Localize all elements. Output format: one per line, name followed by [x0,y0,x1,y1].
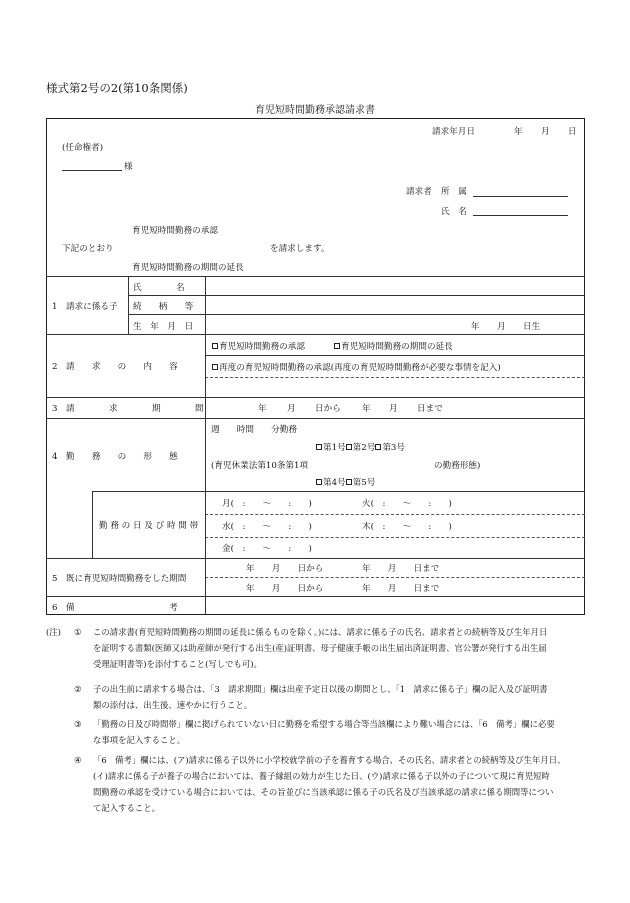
note-2 [93,681,548,713]
schedule-tuesday[interactable]: 火( : ～ : ) [362,499,452,509]
honorific-label: 様 [124,162,133,172]
past-period-1-to[interactable]: 年 月 日まで [362,564,440,574]
period-to-suffix: 日まで [417,404,443,414]
appointer-label: (任命権者) [62,143,104,153]
note-3 [93,716,555,748]
child-birth-label: 生 年 月 日 [133,322,194,332]
request-date-month: 月 [541,127,550,137]
section-1-label: 1 請求に係る子 [52,302,118,312]
checkbox-type-1[interactable] [316,444,322,450]
name-field[interactable] [473,215,568,216]
section-6-label: 6 備 考 [52,603,178,613]
schedule-monday[interactable]: 月( : ～ : ) [222,499,312,509]
period-from-month: 月 [287,404,296,414]
types-row-2[interactable]: 第4号 第5号 [316,476,375,488]
law-reference: (育児休業法第10条第1項 [211,461,309,471]
note-2-line: 類の添付は、出生後、速やかに行うこと。 [93,700,253,710]
note-2-number: ② [74,684,82,694]
name-label: 氏 名 [441,207,467,217]
request-date-label: 請求年月日 [432,127,475,137]
note-4 [93,752,565,816]
birth-month: 月 [497,322,506,332]
note-1-number: ① [74,627,82,637]
note-1-line: を証明する書類(医師又は助産師が発行する出生(産)証明書、母子健康手帳の出生届出済証明書、官公署が発行する出生届 [93,643,547,653]
law-reference-tail: の勤務形態) [434,461,481,471]
note-1-line: この請求書(育児短時間勤務の期間の延長に係るものを除く。)には、請求に係る子の氏名、請求者との続柄等及び生年月日 [93,627,548,637]
affiliation-field[interactable] [473,196,568,197]
child-name-label: 氏 名 [133,283,185,293]
checkbox-approval[interactable] [212,343,218,349]
remarks-field[interactable] [210,599,580,613]
request-date-day: 日 [568,127,577,137]
past-period-2-from[interactable]: 年 月 日から [246,584,324,594]
affiliation-label: 所 属 [441,187,467,197]
schedule-label: 勤 務 の 日 及 び 時 間 帯 [99,521,199,531]
child-name-field[interactable] [210,279,580,293]
option-extension[interactable]: 育児短時間勤務の期間の延長 [334,340,453,352]
checkbox-type-4[interactable] [316,479,322,485]
section-2-label: 2 請 求 の 内 容 [52,362,178,372]
note-4-line: 間勤務の承認を受けている場合においては、その旨並びに当該承認に係る子の氏名及び当該承認の請求に係る期間等につい [93,787,554,797]
note-3-number: ③ [74,719,82,729]
note-4-line: て記入すること。 [93,803,160,813]
birth-day: 日生 [523,322,541,332]
checkbox-again[interactable] [212,364,218,370]
note-1 [93,624,547,672]
period-from-suffix: 日から [315,404,341,414]
types-row-1[interactable]: 第1号 第2号 第3号 [316,441,405,453]
extension-option-label: 育児短時間勤務の期間の延長 [132,263,244,273]
note-2-line: 子の出生前に請求する場合は、「3 請求期間」欄は出産予定日以後の期間とし、「1 請求に係る子」欄の記入及び証明書 [93,684,548,694]
checkbox-extension[interactable] [334,343,340,349]
note-3-line: な事項を記入すること。 [93,735,186,745]
checkbox-type-5[interactable] [346,479,352,485]
period-from-year: 年 [258,404,267,414]
option-again[interactable]: 再度の育児短時間勤務の承認(再度の育児短時間勤務が必要な事情を記入) [212,361,501,373]
note-4-line: (イ)請求に係る子が養子の場合においては、養子縁組の効力が生じた日、(ウ)請求に係る子以外の子について現に育児短時 [93,771,550,781]
form-number: 様式第2号の2(第10条関係) [46,81,188,95]
past-period-1-from[interactable]: 年 月 日から [246,564,324,574]
note-3-line: 「勤務の日及び時間帯」欄に掲げられていない日に勤務を希望する場合等当該欄により難い場合には、「6 備考」欄に必要 [93,719,555,729]
schedule-friday[interactable]: 金( : ～ : ) [222,544,312,554]
past-period-2-to[interactable]: 年 月 日まで [362,584,440,594]
as-follows-label: 下記のとおり [62,244,114,254]
request-date-year: 年 [514,127,523,137]
notes-head: (注) [46,627,61,637]
requester-label: 請求者 [406,187,432,197]
period-to-month: 月 [389,404,398,414]
section-5-label: 5 既に育児短時間勤務をした期間 [52,574,187,584]
period-to-year: 年 [362,404,371,414]
note-1-line: 受理証明書等)を添付すること(写しでも可)。 [93,659,262,669]
birth-year: 年 [471,322,480,332]
child-relation-field[interactable] [210,298,580,312]
child-relation-label: 続 柄 等 [133,302,194,312]
request-tail-label: を請求します。 [270,244,330,254]
section-3-label: 3 請 求 期 間 [52,404,204,414]
weekly-hours: 週 時間 分勤務 [211,425,297,435]
appointer-name-line[interactable] [62,170,122,171]
note-4-line: 「6 備考」欄には、(ア)請求に係る子以外に小学校就学前の子を養育する場合、その氏名、請求者との続柄等及び生年月日、 [93,755,566,765]
approval-option-label: 育児短時間勤務の承認 [132,226,218,236]
option-approval[interactable]: 育児短時間勤務の承認 [212,340,305,352]
section-4-label: 4 勤 務 の 形 態 [52,452,178,462]
note-4-number: ④ [74,755,82,765]
checkbox-type-3[interactable] [375,444,381,450]
page-title: 育児短時間勤務承認請求書 [255,105,375,116]
checkbox-type-2[interactable] [346,444,352,450]
schedule-thursday[interactable]: 木( : ～ : ) [362,522,452,532]
schedule-wednesday[interactable]: 水( : ～ : ) [222,522,312,532]
